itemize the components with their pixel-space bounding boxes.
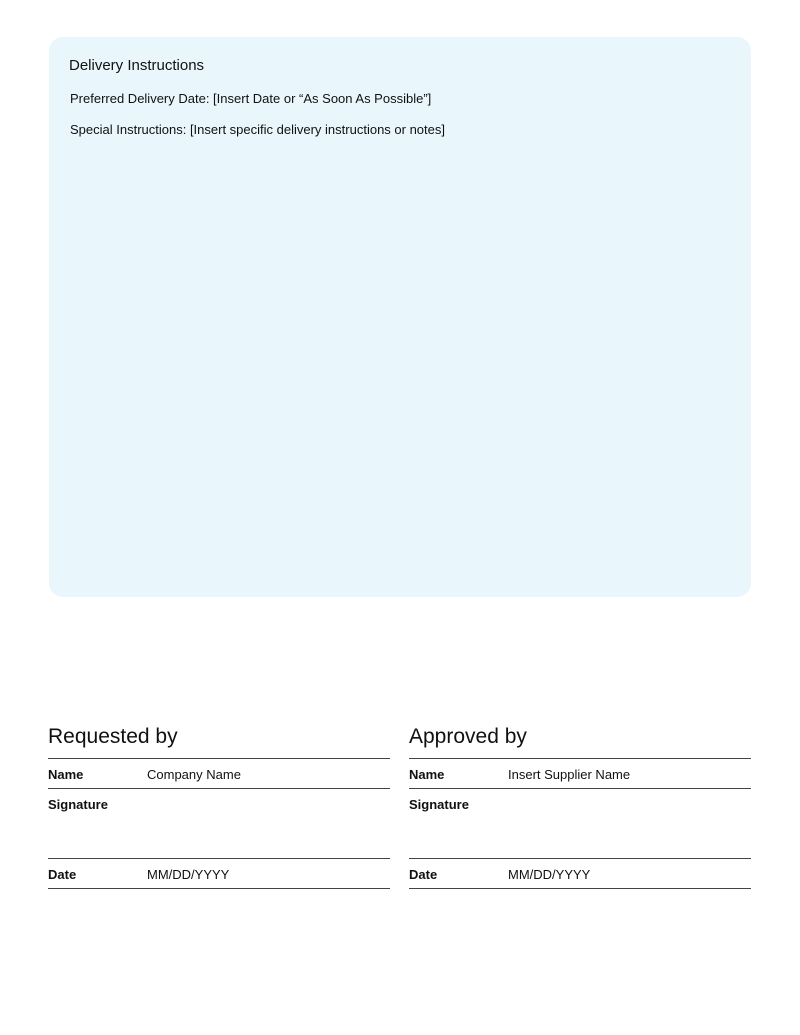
approved-date-field[interactable]: MM/DD/YYYY	[508, 867, 591, 882]
approved-date-label: Date	[409, 867, 438, 882]
approved-name-row	[409, 759, 751, 789]
approved-date-row	[409, 859, 751, 889]
requested-signature-row[interactable]	[48, 789, 390, 859]
approved-signature-row[interactable]	[409, 789, 751, 859]
delivery-instructions-panel	[49, 37, 751, 597]
requested-signature-label: Signature	[48, 797, 108, 812]
special-instructions[interactable]: Special Instructions: [Insert specific delivery instructions or notes]	[70, 122, 445, 137]
preferred-delivery-date[interactable]: Preferred Delivery Date: [Insert Date or “As Soon As Possible”]	[70, 91, 432, 106]
approved-by-block	[409, 722, 751, 889]
approved-by-heading: Approved by	[409, 722, 751, 759]
requested-date-field[interactable]: MM/DD/YYYY	[147, 867, 230, 882]
requested-date-label: Date	[48, 867, 77, 882]
approved-signature-label: Signature	[409, 797, 469, 812]
requested-name-row	[48, 759, 390, 789]
requested-by-heading: Requested by	[48, 722, 390, 759]
requested-date-row	[48, 859, 390, 889]
requested-by-block	[48, 722, 390, 889]
delivery-instructions-title: Delivery Instructions	[69, 57, 205, 74]
requested-name-field[interactable]: Company Name	[147, 767, 241, 782]
approved-name-label: Name	[409, 767, 445, 782]
approved-name-field[interactable]: Insert Supplier Name	[508, 767, 631, 782]
requested-name-label: Name	[48, 767, 84, 782]
